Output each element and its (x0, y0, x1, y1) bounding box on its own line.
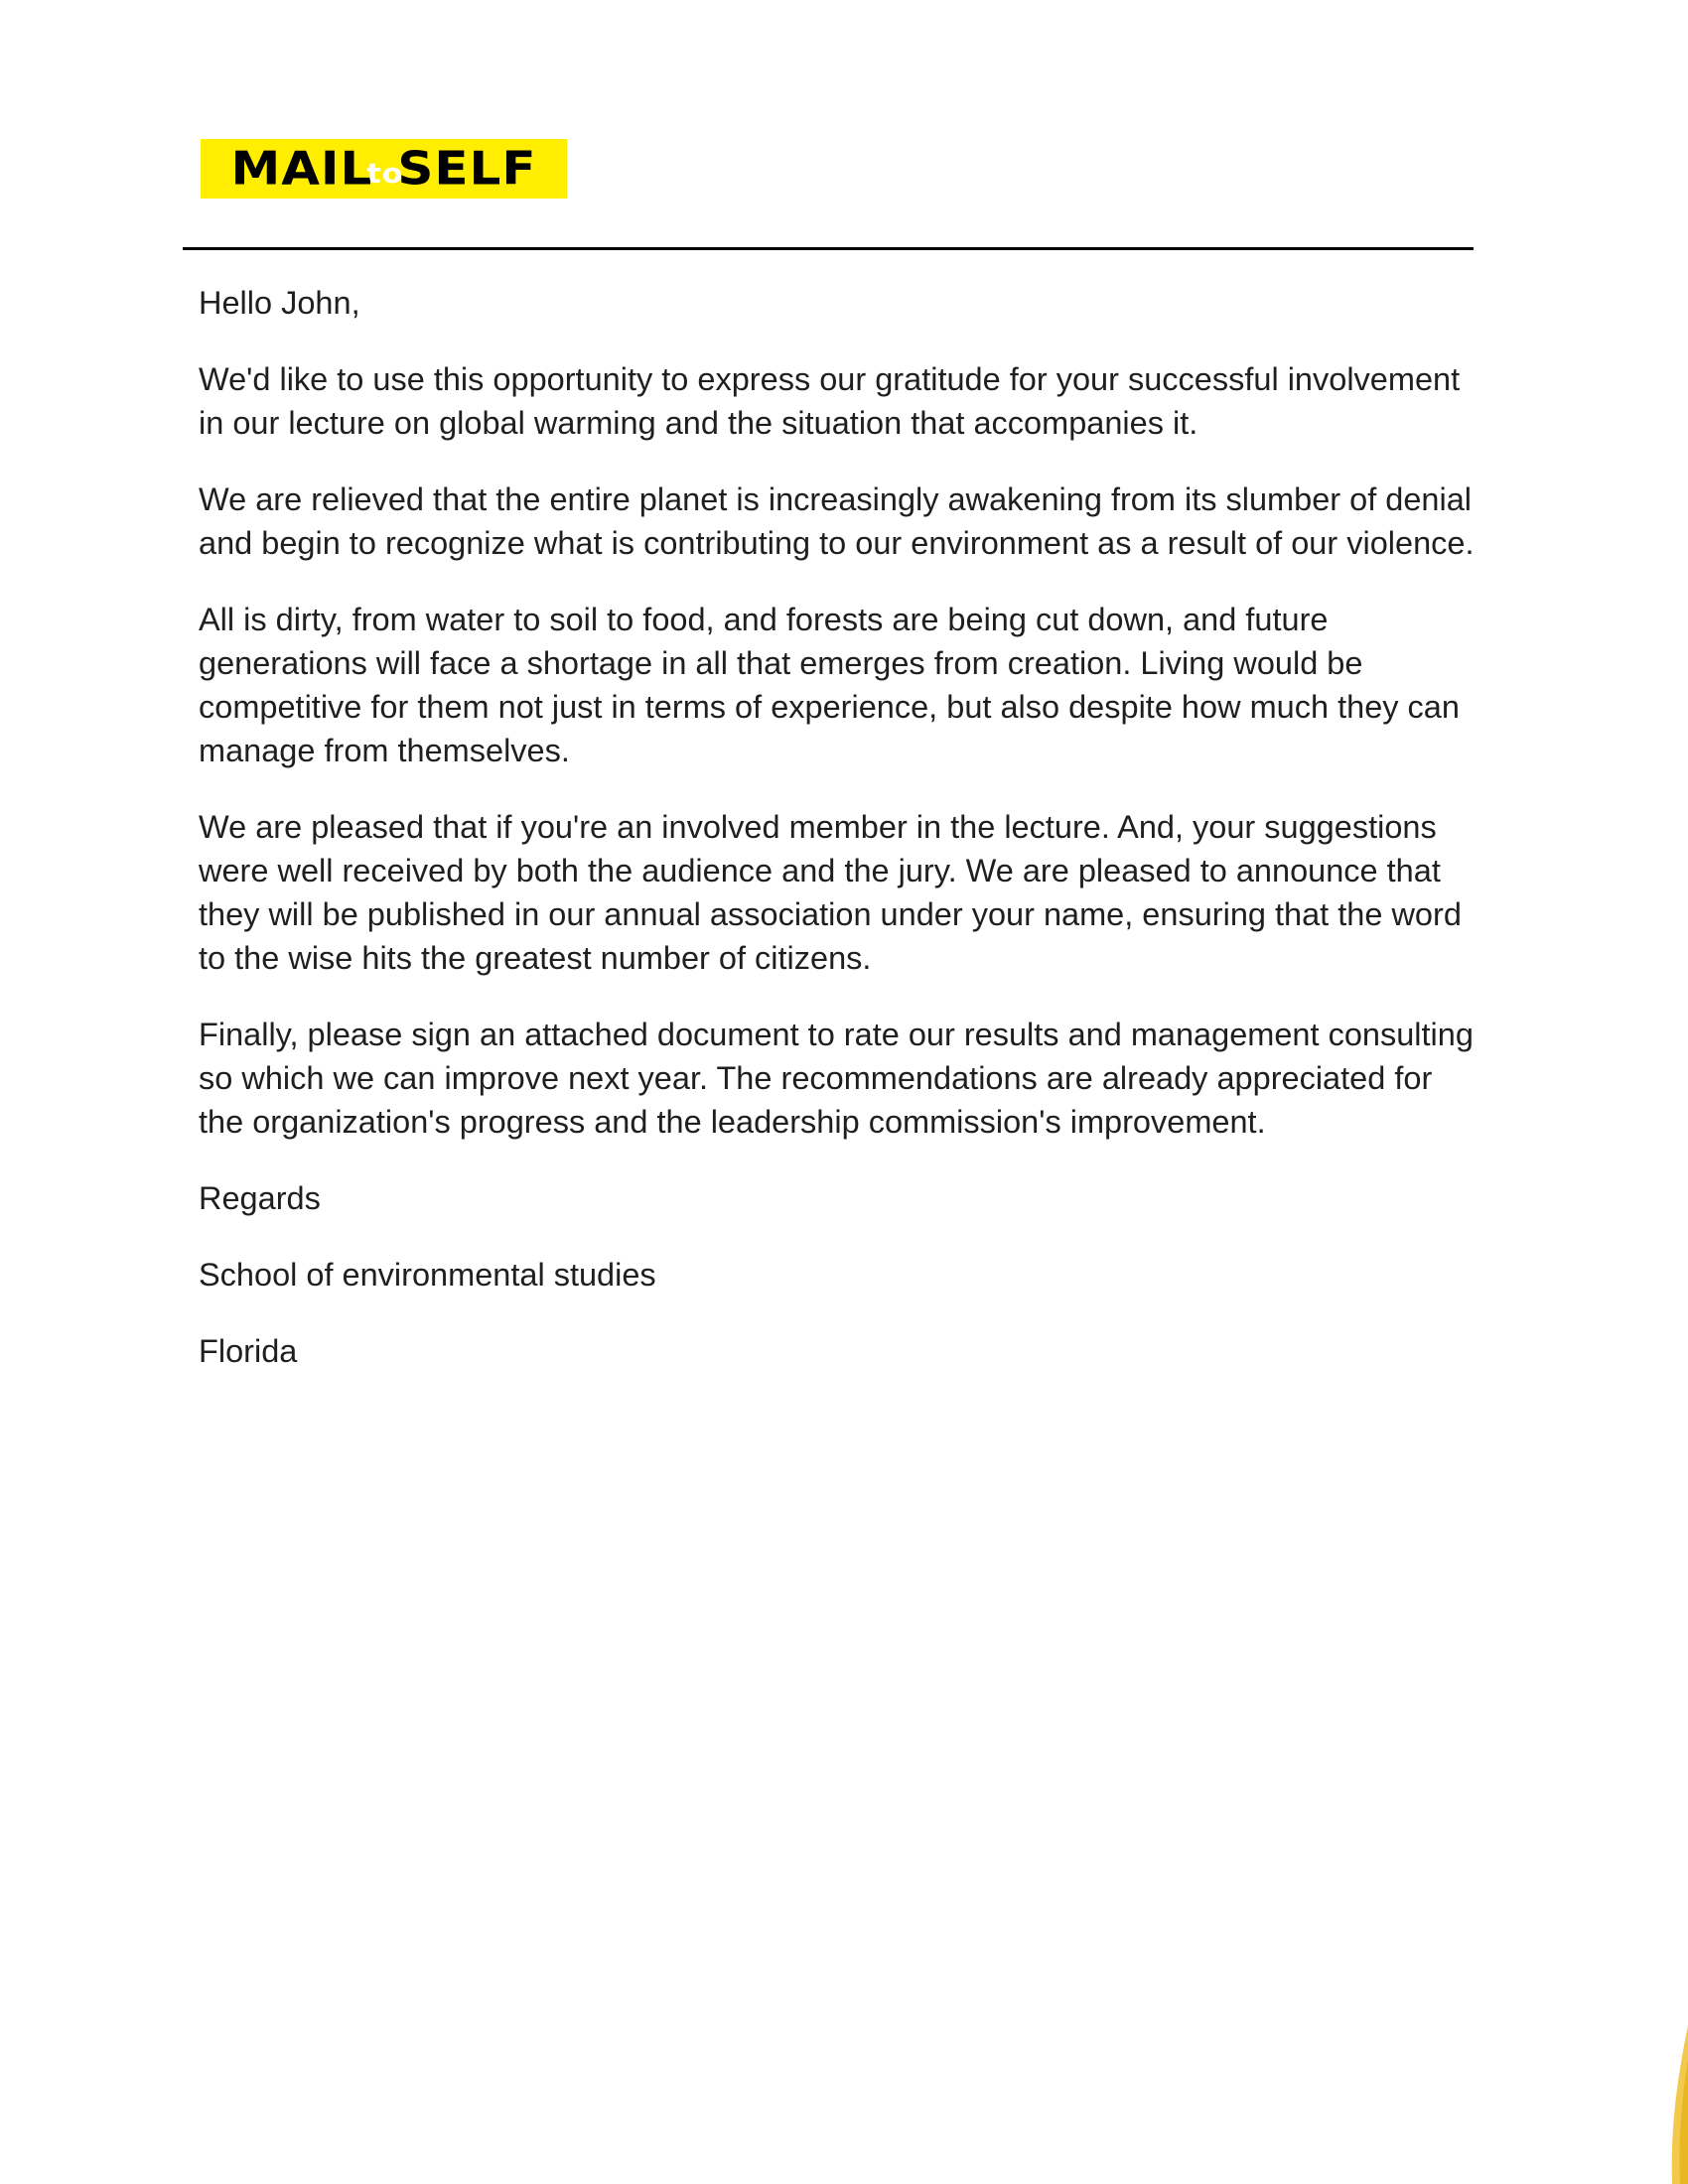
letter-paragraph-1: We'd like to use this opportunity to express our gratitude for your successful involvement in our lecture on global warming and the situation that accompanies it. (199, 361, 1461, 441)
signature-organization: School of environmental studies (199, 1257, 656, 1293)
logo-text-to: to (366, 157, 404, 191)
letter-closing: Regards (199, 1180, 321, 1216)
corner-decoration (1648, 1966, 1688, 2184)
letter-body (199, 281, 1479, 1406)
letter-paragraph-2: We are relieved that the entire planet is increasingly awakening from its slumber of denial and begin to recognize what is contributing to our environment as a result of our violence. (199, 481, 1475, 561)
letter-paragraph-5: Finally, please sign an attached document to rate our results and management consulting so which we can improve next year. The recommendations are already appreciated for the organization's progress and the leadership commission's improvement. (199, 1017, 1474, 1140)
logo-text-mail: MAIL (230, 142, 373, 196)
mail-to-self-logo (201, 139, 567, 199)
logo-wordmark (230, 142, 537, 196)
letter-paragraph-4: We are pleased that if you're an involved member in the lecture. And, your suggestions were well received by both the audience and the jury. We are pleased to announce that they will be published in our annual association under your name, ensuring that the word to the wise hits the greatest number of citizens. (199, 809, 1462, 976)
header-divider (183, 247, 1474, 250)
letter-paragraph-3: All is dirty, from water to soil to food, and forests are being cut down, and future generations will face a shortage in all that emerges from creation. Living would be competitive for them not just in terms of experience, but also despite how much they can manage from themselves. (199, 602, 1460, 768)
signature-location: Florida (199, 1333, 298, 1369)
logo-text-self: SELF (397, 142, 537, 196)
letter-greeting: Hello John, (199, 285, 360, 321)
